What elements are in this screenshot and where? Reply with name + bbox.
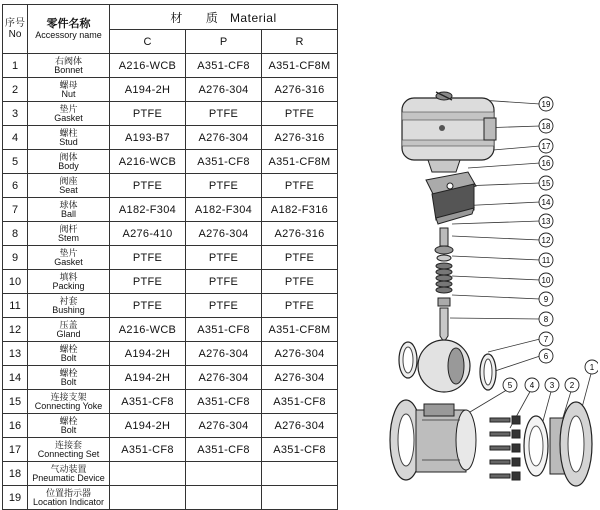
material-p: A351-CF8 bbox=[186, 438, 262, 462]
row-part-name bbox=[28, 270, 110, 294]
part-name-cn: 垫片 bbox=[59, 103, 78, 114]
studs-and-nuts bbox=[490, 416, 520, 480]
material-r: A351-CF8 bbox=[262, 438, 338, 462]
callout-label: 10 bbox=[541, 276, 551, 285]
material-c: PTFE bbox=[110, 102, 186, 126]
material-p bbox=[186, 486, 262, 510]
material-p: PTFE bbox=[186, 174, 262, 198]
callout-label: 15 bbox=[541, 179, 551, 188]
material-c: PTFE bbox=[110, 294, 186, 318]
callout-label: 7 bbox=[543, 335, 549, 344]
callout-15 bbox=[539, 176, 553, 190]
material-row bbox=[3, 414, 338, 438]
header-material-cn: 材 bbox=[170, 10, 183, 25]
row-part-name bbox=[28, 438, 110, 462]
material-r: PTFE bbox=[262, 270, 338, 294]
row-part-name bbox=[28, 486, 110, 510]
row-number: 1 bbox=[3, 54, 28, 78]
part-name-cn: 连接支架 bbox=[50, 391, 87, 402]
callout-label: 6 bbox=[543, 352, 549, 361]
callout-label: 16 bbox=[541, 159, 551, 168]
material-r: A351-CF8M bbox=[262, 54, 338, 78]
part-name-cn: 垫片 bbox=[59, 247, 78, 258]
row-part-name bbox=[28, 78, 110, 102]
callout-label: 1 bbox=[589, 363, 595, 372]
callout-label: 12 bbox=[541, 236, 551, 245]
bonnet bbox=[550, 402, 592, 486]
callout-label: 2 bbox=[569, 381, 575, 390]
material-c: A351-CF8 bbox=[110, 390, 186, 414]
material-row bbox=[3, 486, 338, 510]
callout-label: 9 bbox=[543, 295, 549, 304]
part-name-cn: 球体 bbox=[59, 199, 78, 210]
callout-13 bbox=[539, 214, 553, 228]
row-number: 14 bbox=[3, 366, 28, 390]
material-c: A194-2H bbox=[110, 78, 186, 102]
material-p: A351-CF8 bbox=[186, 318, 262, 342]
callout-9 bbox=[539, 292, 553, 306]
part-name-cn: 位置指示器 bbox=[45, 487, 91, 498]
material-r: A276-304 bbox=[262, 342, 338, 366]
material-r: A276-316 bbox=[262, 126, 338, 150]
row-number: 4 bbox=[3, 126, 28, 150]
header-no-en: No bbox=[8, 29, 22, 40]
material-row bbox=[3, 462, 338, 486]
material-c: A351-CF8 bbox=[110, 438, 186, 462]
callout-label: 19 bbox=[541, 100, 551, 109]
part-name-cn: 阀杆 bbox=[59, 223, 78, 234]
part-name-en: Body bbox=[58, 160, 79, 171]
material-c: A194-2H bbox=[110, 414, 186, 438]
material-p: PTFE bbox=[186, 294, 262, 318]
part-name-en: Stud bbox=[59, 136, 78, 147]
header-col-c: C bbox=[110, 30, 186, 54]
material-table-body bbox=[3, 54, 338, 510]
material-row bbox=[3, 174, 338, 198]
connecting-yoke bbox=[426, 172, 476, 224]
header-name-cn: 零件名称 bbox=[46, 18, 91, 30]
row-part-name bbox=[28, 222, 110, 246]
material-p: A182-F304 bbox=[186, 198, 262, 222]
material-r: A182-F316 bbox=[262, 198, 338, 222]
header-no-cn: 序号 bbox=[5, 18, 25, 29]
part-name-en: Bolt bbox=[60, 376, 77, 387]
header-name-en: Accessory name bbox=[35, 30, 102, 40]
material-c: A216-WCB bbox=[110, 54, 186, 78]
row-part-name bbox=[28, 150, 110, 174]
row-number: 19 bbox=[3, 486, 28, 510]
part-name-en: Ball bbox=[60, 208, 76, 219]
material-row bbox=[3, 198, 338, 222]
material-c: A216-WCB bbox=[110, 318, 186, 342]
part-name-en: Gasket bbox=[54, 256, 83, 267]
material-p: A276-304 bbox=[186, 222, 262, 246]
row-number: 12 bbox=[3, 318, 28, 342]
row-number: 8 bbox=[3, 222, 28, 246]
ball-and-seats bbox=[399, 340, 496, 392]
callout-label: 8 bbox=[543, 315, 549, 324]
header-material-cn2: 质 bbox=[205, 10, 219, 25]
pneumatic-actuator bbox=[402, 92, 496, 172]
part-name-en: Gasket bbox=[54, 112, 83, 123]
row-number: 15 bbox=[3, 390, 28, 414]
callout-label: 11 bbox=[541, 256, 551, 265]
callout-2 bbox=[565, 378, 579, 392]
material-r: A351-CF8M bbox=[262, 150, 338, 174]
callout-label: 18 bbox=[541, 122, 551, 131]
material-p: A351-CF8 bbox=[186, 54, 262, 78]
material-row bbox=[3, 246, 338, 270]
material-c: A216-WCB bbox=[110, 150, 186, 174]
row-number: 9 bbox=[3, 246, 28, 270]
material-r: PTFE bbox=[262, 102, 338, 126]
row-number: 17 bbox=[3, 438, 28, 462]
callout-label: 13 bbox=[541, 217, 551, 226]
part-name-en: Bushing bbox=[52, 304, 85, 315]
part-name-cn: 螺栓 bbox=[59, 343, 78, 354]
callout-3 bbox=[545, 378, 559, 392]
material-r: PTFE bbox=[262, 294, 338, 318]
part-name-cn: 螺栓 bbox=[59, 367, 78, 378]
row-number: 6 bbox=[3, 174, 28, 198]
row-part-name bbox=[28, 342, 110, 366]
material-r: A276-316 bbox=[262, 222, 338, 246]
row-number: 16 bbox=[3, 414, 28, 438]
part-name-en: Connecting Set bbox=[37, 448, 100, 459]
material-c: A194-2H bbox=[110, 366, 186, 390]
part-name-cn: 气动装置 bbox=[50, 463, 87, 474]
material-p: A351-CF8 bbox=[186, 150, 262, 174]
part-name-cn: 压盖 bbox=[59, 319, 78, 330]
material-c: A182-F304 bbox=[110, 198, 186, 222]
material-r bbox=[262, 486, 338, 510]
header-name bbox=[28, 5, 110, 54]
row-number: 18 bbox=[3, 462, 28, 486]
part-name-en: Gland bbox=[56, 328, 81, 339]
material-c: PTFE bbox=[110, 246, 186, 270]
material-row bbox=[3, 366, 338, 390]
material-p: A276-304 bbox=[186, 366, 262, 390]
material-row bbox=[3, 342, 338, 366]
material-r: A276-316 bbox=[262, 78, 338, 102]
callout-4 bbox=[525, 378, 539, 392]
callout-label: 3 bbox=[549, 381, 555, 390]
row-part-name bbox=[28, 366, 110, 390]
part-name-en: Stem bbox=[57, 232, 79, 243]
row-part-name bbox=[28, 294, 110, 318]
part-name-en: Connecting Yoke bbox=[34, 400, 103, 411]
material-row bbox=[3, 150, 338, 174]
gasket bbox=[524, 416, 548, 476]
material-r: A351-CF8 bbox=[262, 390, 338, 414]
material-row bbox=[3, 270, 338, 294]
material-r: A276-304 bbox=[262, 366, 338, 390]
material-r: PTFE bbox=[262, 246, 338, 270]
callout-8 bbox=[539, 312, 553, 326]
material-row bbox=[3, 318, 338, 342]
material-p: A276-304 bbox=[186, 414, 262, 438]
callout-label: 5 bbox=[507, 381, 513, 390]
material-r: A351-CF8M bbox=[262, 318, 338, 342]
row-number: 7 bbox=[3, 198, 28, 222]
part-name-cn: 螺母 bbox=[59, 79, 78, 90]
material-c: A194-2H bbox=[110, 342, 186, 366]
row-part-name bbox=[28, 102, 110, 126]
exploded-valve-diagram bbox=[340, 0, 598, 503]
part-name-cn: 右阀体 bbox=[54, 55, 82, 66]
row-number: 11 bbox=[3, 294, 28, 318]
row-part-name bbox=[28, 198, 110, 222]
row-part-name bbox=[28, 318, 110, 342]
callout-10 bbox=[539, 273, 553, 287]
part-name-en: Nut bbox=[61, 88, 76, 99]
valve-body bbox=[390, 400, 476, 480]
material-row bbox=[3, 222, 338, 246]
header-no bbox=[3, 5, 28, 54]
callout-6 bbox=[539, 349, 553, 363]
material-row bbox=[3, 390, 338, 414]
part-name-cn: 阀体 bbox=[59, 151, 78, 162]
part-name-en: Packing bbox=[52, 280, 85, 291]
callout-18 bbox=[539, 119, 553, 133]
row-number: 2 bbox=[3, 78, 28, 102]
part-name-cn: 连接套 bbox=[54, 439, 82, 450]
part-name-en: Bonnet bbox=[54, 64, 83, 75]
row-part-name bbox=[28, 462, 110, 486]
material-r bbox=[262, 462, 338, 486]
material-c bbox=[110, 462, 186, 486]
callout-19 bbox=[539, 97, 553, 111]
callout-5 bbox=[503, 378, 517, 392]
header-col-p: P bbox=[186, 30, 262, 54]
material-row bbox=[3, 126, 338, 150]
part-name-cn: 填料 bbox=[59, 271, 78, 282]
part-name-en: Seat bbox=[59, 184, 78, 195]
header-material bbox=[110, 5, 338, 30]
material-c: PTFE bbox=[110, 174, 186, 198]
callout-label: 14 bbox=[541, 198, 551, 207]
part-name-cn: 螺栓 bbox=[59, 415, 78, 426]
part-name-cn: 衬套 bbox=[59, 295, 78, 306]
callout-markers bbox=[503, 97, 598, 392]
callout-14 bbox=[539, 195, 553, 209]
material-p: PTFE bbox=[186, 102, 262, 126]
material-c bbox=[110, 486, 186, 510]
header-col-r: R bbox=[262, 30, 338, 54]
material-row bbox=[3, 438, 338, 462]
row-part-name bbox=[28, 414, 110, 438]
row-part-name bbox=[28, 174, 110, 198]
material-c: A276-410 bbox=[110, 222, 186, 246]
material-p bbox=[186, 462, 262, 486]
material-p: A276-304 bbox=[186, 78, 262, 102]
callout-1 bbox=[585, 360, 598, 374]
row-number: 3 bbox=[3, 102, 28, 126]
header-material-en: Material bbox=[229, 10, 277, 25]
material-p: A276-304 bbox=[186, 342, 262, 366]
row-part-name bbox=[28, 390, 110, 414]
callout-label: 4 bbox=[529, 381, 535, 390]
row-part-name bbox=[28, 54, 110, 78]
row-part-name bbox=[28, 126, 110, 150]
material-r: PTFE bbox=[262, 174, 338, 198]
row-part-name bbox=[28, 246, 110, 270]
callout-16 bbox=[539, 156, 553, 170]
material-row bbox=[3, 102, 338, 126]
stem-assembly bbox=[435, 228, 453, 342]
material-row bbox=[3, 294, 338, 318]
row-number: 5 bbox=[3, 150, 28, 174]
material-p: PTFE bbox=[186, 246, 262, 270]
part-name-en: Location Indicator bbox=[32, 496, 105, 507]
callout-7 bbox=[539, 332, 553, 346]
material-p: PTFE bbox=[186, 270, 262, 294]
material-row bbox=[3, 54, 338, 78]
material-r: A276-304 bbox=[262, 414, 338, 438]
material-p: A276-304 bbox=[186, 126, 262, 150]
material-table bbox=[2, 4, 338, 510]
part-name-en: Bolt bbox=[60, 424, 77, 435]
part-name-en: Pneumatic Device bbox=[32, 472, 105, 483]
part-name-cn: 阀座 bbox=[59, 175, 78, 186]
callout-17 bbox=[539, 139, 553, 153]
part-name-cn: 螺柱 bbox=[59, 127, 78, 138]
material-c: A193-B7 bbox=[110, 126, 186, 150]
part-name-en: Bolt bbox=[60, 352, 77, 363]
row-number: 13 bbox=[3, 342, 28, 366]
material-p: A351-CF8 bbox=[186, 390, 262, 414]
callout-11 bbox=[539, 253, 553, 267]
callout-label: 17 bbox=[541, 142, 551, 151]
callout-12 bbox=[539, 233, 553, 247]
row-number: 10 bbox=[3, 270, 28, 294]
material-c: PTFE bbox=[110, 270, 186, 294]
material-row bbox=[3, 78, 338, 102]
